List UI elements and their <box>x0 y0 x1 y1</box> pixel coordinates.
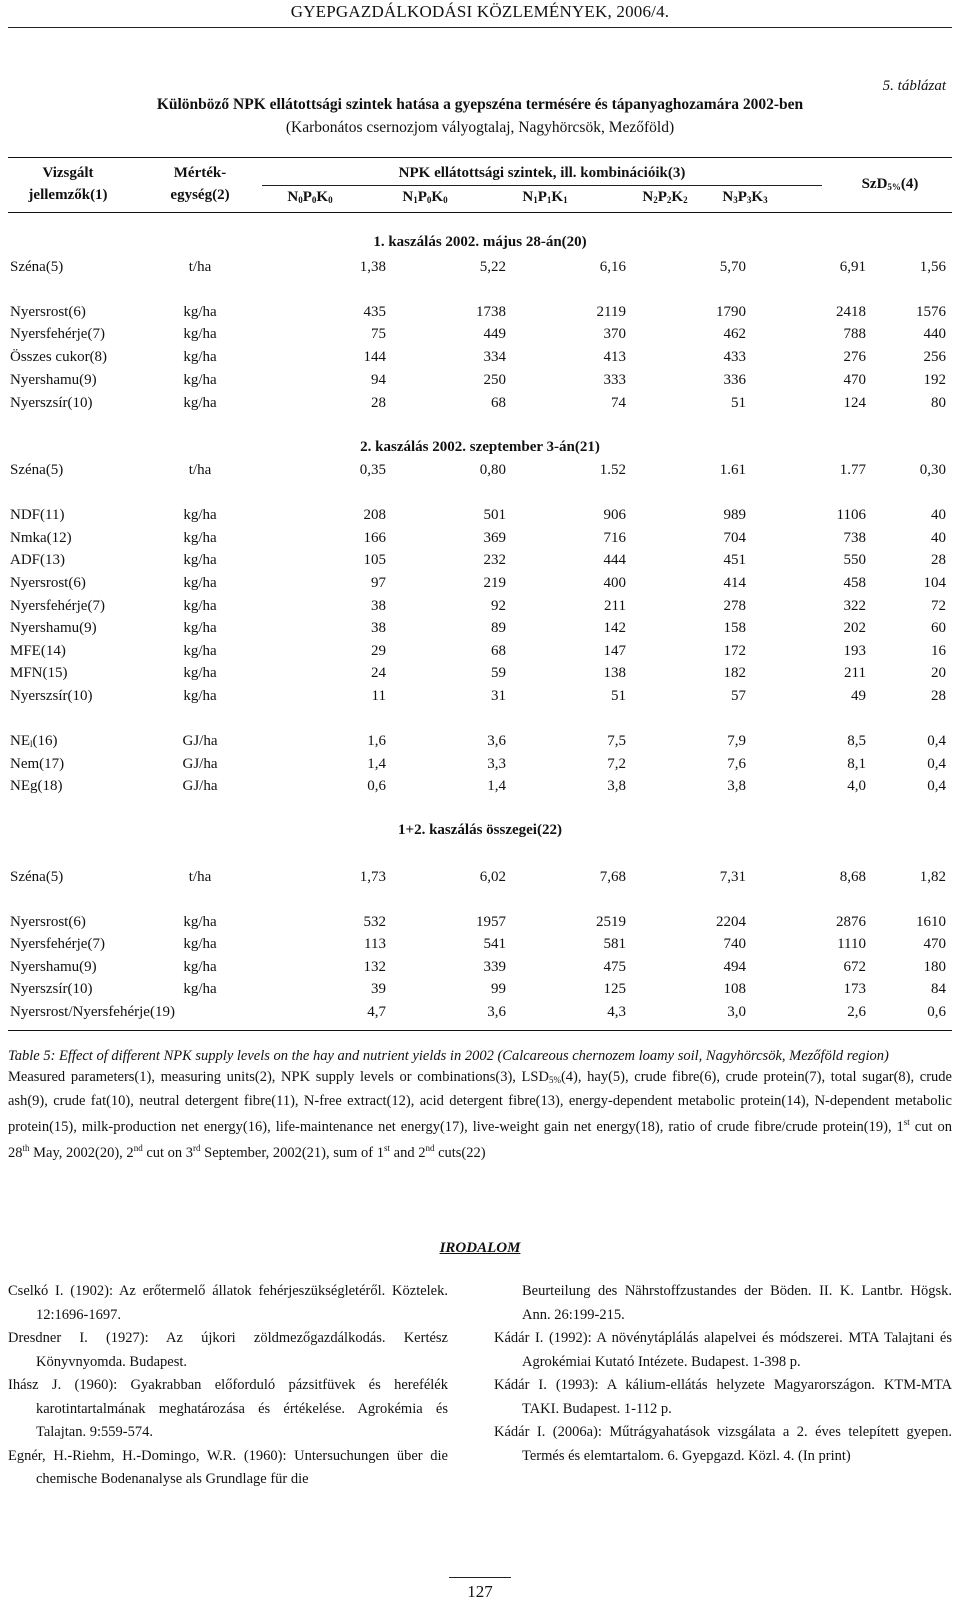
treatment-value: 278 <box>723 598 746 614</box>
treatment-value: 704 <box>723 530 746 546</box>
caption-text: cuts(22) <box>434 1145 486 1161</box>
treatment-value: 7,9 <box>727 733 746 749</box>
treatment-value: 92 <box>491 598 506 614</box>
table-row <box>0 598 960 618</box>
unit-header-line2: egység(2) <box>170 187 230 203</box>
treatment-value: 0,6 <box>367 778 386 794</box>
caption-text: and 2 <box>390 1145 426 1161</box>
szd-value: 40 <box>931 530 946 546</box>
page-number-rule <box>449 1577 511 1578</box>
treatment-value: 132 <box>363 959 386 975</box>
treatment-level-sub: 0 <box>298 195 303 205</box>
treatment-value: 173 <box>843 981 866 997</box>
treatment-value: 3,0 <box>727 1004 746 1020</box>
table-row <box>0 914 960 934</box>
szd-value: 256 <box>923 349 946 365</box>
treatment-value: 1,38 <box>359 259 386 275</box>
caption-sup: st <box>903 1117 910 1127</box>
treatment-value: 2418 <box>836 304 866 320</box>
caption-legend <box>8 1067 952 1164</box>
treatment-value: 211 <box>844 665 866 681</box>
treatment-value: 75 <box>371 326 386 342</box>
szd-prefix: SzD <box>861 176 888 192</box>
treatment-value: 1957 <box>476 914 506 930</box>
szd-value: 72 <box>931 598 946 614</box>
treatment-value: 435 <box>363 304 386 320</box>
npk-header: NPK ellátottsági szintek, ill. kombinációik(3) <box>398 165 686 181</box>
caption-text: Measured parameters(1), measuring units(2), NPK supply levels or combinations(3), LSD <box>8 1069 549 1085</box>
treatment-value: 3,3 <box>487 756 506 772</box>
szd-value: 470 <box>923 936 946 952</box>
treatment-value: 501 <box>483 507 506 523</box>
row-label-sub: l <box>30 739 33 749</box>
treatment-value: 716 <box>603 530 626 546</box>
szd-value: 80 <box>931 395 946 411</box>
treatment-value: 142 <box>603 620 626 636</box>
treatment-level-sub: 3 <box>746 195 752 205</box>
treatment-value: 89 <box>491 620 506 636</box>
table-row <box>0 959 960 979</box>
table-caption <box>8 1046 952 1164</box>
row-unit: kg/ha <box>183 349 217 365</box>
caption-text: cut on 28 <box>8 1119 952 1161</box>
treatment-value: 250 <box>483 372 506 388</box>
treatment-value: 124 <box>843 395 866 411</box>
row-unit: kg/ha <box>183 530 217 546</box>
table-title: Különböző NPK ellátottsági szintek hatása a gyepszéna termésére és tápanyaghozamára 2002-ben <box>156 96 804 113</box>
row-label: Nyershamu(9) <box>10 620 97 636</box>
treatment-value: 1.52 <box>599 462 626 478</box>
row-unit: t/ha <box>188 462 212 478</box>
row-unit: t/ha <box>188 259 212 275</box>
treatment-value: 138 <box>603 665 626 681</box>
table-row <box>0 304 960 324</box>
treatment-header: $N_0P_0K_0$ <box>287 189 333 205</box>
treatment-value: 7,5 <box>607 733 626 749</box>
row-unit: kg/ha <box>183 981 217 997</box>
treatment-value: 193 <box>843 643 866 659</box>
treatment-value: 672 <box>843 959 866 975</box>
szd-value: 84 <box>931 981 946 997</box>
treatment-value: 906 <box>603 507 626 523</box>
treatment-value: 581 <box>603 936 626 952</box>
treatment-value: 1.61 <box>719 462 746 478</box>
treatment-value: 51 <box>731 395 746 411</box>
treatment-value: 462 <box>723 326 746 342</box>
treatment-value: 1,6 <box>367 733 386 749</box>
row-label: NEg(18) <box>10 778 63 794</box>
row-unit: kg/ha <box>183 552 217 568</box>
treatment-level-sub: 2 <box>683 195 688 205</box>
table-number: 5. táblázat <box>882 78 946 94</box>
treatment-value: 49 <box>851 688 866 704</box>
row-unit: kg/ha <box>183 598 217 614</box>
treatment-value: 444 <box>603 552 626 568</box>
caption-sup: nd <box>133 1143 143 1153</box>
treatment-value: 369 <box>483 530 506 546</box>
references-heading: IRODALOM <box>439 1240 521 1256</box>
treatment-value: 232 <box>483 552 506 568</box>
row-unit: GJ/ha <box>182 778 218 794</box>
szd-value: 192 <box>923 372 946 388</box>
treatment-value: 458 <box>843 575 866 591</box>
treatment-value: 989 <box>723 507 746 523</box>
header-rule <box>8 27 952 28</box>
szd-sub: 5% <box>887 182 901 192</box>
szd-value: 0,30 <box>919 462 946 478</box>
treatment-value: 2119 <box>596 304 626 320</box>
treatment-level-sub: 1 <box>563 195 568 205</box>
szd-value: 20 <box>931 665 946 681</box>
table-top-rule <box>8 157 952 158</box>
treatment-value: 541 <box>483 936 506 952</box>
section-heading: 1+2. kaszálás összegei(22) <box>398 822 562 838</box>
table-row <box>0 981 960 1001</box>
treatment-value: 532 <box>363 914 386 930</box>
treatment-value: 31 <box>491 688 506 704</box>
treatment-value: 166 <box>363 530 386 546</box>
szd-value: 40 <box>931 507 946 523</box>
reference-item: Ihász J. (1960): Gyakrabban előforduló pázsitfüvek és herefélék karotintartalmának meghatározása és értékelése. Agrokémia és Talajtan. 9:559-574. <box>8 1377 448 1440</box>
treatment-value: 336 <box>723 372 746 388</box>
row-label: Nyerszsír(10) <box>10 688 93 704</box>
treatment-value: 494 <box>723 959 746 975</box>
treatment-value: 740 <box>723 936 746 952</box>
treatment-value: 97 <box>371 575 386 591</box>
treatment-value: 105 <box>363 552 386 568</box>
caption-sup: th <box>22 1143 30 1153</box>
treatment-value: 1106 <box>836 507 866 523</box>
row-label: Nyersfehérje(7) <box>10 936 105 952</box>
treatment-level-sub: 2 <box>653 195 658 205</box>
row-label: Széna(5) <box>10 869 64 885</box>
table-subtitle: (Karbonátos csernozjom vályogtalaj, Nagyhörcsök, Mezőföld) <box>285 119 675 136</box>
treatment-value: 208 <box>363 507 386 523</box>
row-label: Széna(5) <box>10 462 64 478</box>
treatment-value: 7,6 <box>727 756 746 772</box>
caption-text: (4), hay(5), crude fibre(6), crude protein(7), total sugar(8), crude ash(9), crude fat(10), neutral detergent fibre(11), N-free extract(12), acid detergent fibre(13), energy-dependent metabolic protein(14), N-dependent metabolic protein(15), milk-production net energy(16), life-maintenance net energy(17), live-weight gain net energy(18), ratio of crude fibre/crude protein(19), 1 <box>8 1069 952 1135</box>
row-unit: kg/ha <box>183 665 217 681</box>
szd-suffix: (4) <box>900 176 919 192</box>
table-row <box>0 756 960 776</box>
row-unit: kg/ha <box>183 372 217 388</box>
treatment-value: 4,7 <box>367 1004 386 1020</box>
treatment-level-sub: 3 <box>733 195 738 205</box>
treatment-value: 413 <box>603 349 626 365</box>
treatment-level-sub: 0 <box>443 195 448 205</box>
treatment-value: 449 <box>483 326 506 342</box>
table-row <box>0 372 960 392</box>
treatment-value: 7,2 <box>607 756 626 772</box>
row-label: Nyerszsír(10) <box>10 981 93 997</box>
treatment-value: 4,3 <box>607 1004 626 1020</box>
treatment-value: 57 <box>731 688 746 704</box>
treatment-level-sub: 3 <box>763 195 768 205</box>
section-heading: 1. kaszálás 2002. május 28-án(20) <box>373 234 587 250</box>
caption-sub: 5% <box>548 1075 561 1085</box>
treatment-value: 334 <box>483 349 506 365</box>
row-label: Nyersrost(6) <box>10 575 86 591</box>
treatment-value: 182 <box>723 665 746 681</box>
reference-item: Egnér, H.-Riehm, H.-Domingo, W.R. (1960): Untersuchungen über die chemische Bodenanalyse als Grundlage für die <box>8 1447 448 1487</box>
row-unit: kg/ha <box>183 620 217 636</box>
treatment-value: 1,4 <box>487 778 506 794</box>
treatment-value: 2204 <box>716 914 746 930</box>
treatment-value: 1738 <box>476 304 506 320</box>
row-unit: GJ/ha <box>182 733 218 749</box>
table-row <box>0 643 960 663</box>
treatment-header: $N_1P_1K_1$ <box>522 189 568 205</box>
treatment-value: 6,16 <box>599 259 626 275</box>
row-label: Nyersrost(6) <box>10 304 86 320</box>
treatment-value: 333 <box>603 372 626 388</box>
row-label: Nyersrost/Nyersfehérje(19) <box>10 1004 175 1020</box>
treatment-value: 414 <box>723 575 746 591</box>
treatment-value: 1,73 <box>359 869 386 885</box>
treatment-value: 1790 <box>716 304 746 320</box>
row-unit: kg/ha <box>183 936 217 952</box>
treatment-value: 144 <box>363 349 386 365</box>
table-row <box>0 869 960 889</box>
szd-value: 440 <box>923 326 946 342</box>
row-label: Nyersfehérje(7) <box>10 326 105 342</box>
treatment-value: 550 <box>843 552 866 568</box>
treatment-value: 211 <box>604 598 626 614</box>
row-label: MFE(14) <box>10 643 66 659</box>
row-unit: kg/ha <box>183 643 217 659</box>
treatment-value: 202 <box>843 620 866 636</box>
treatment-value: 2519 <box>596 914 626 930</box>
table-row <box>0 349 960 369</box>
treatment-header: $N_2P_2K_2$ <box>642 189 688 205</box>
treatment-value: 29 <box>371 643 386 659</box>
treatment-value: 59 <box>491 665 506 681</box>
treatment-value: 3,8 <box>727 778 746 794</box>
treatment-value: 6,02 <box>479 869 506 885</box>
treatment-value: 451 <box>723 552 746 568</box>
treatment-value: 1110 <box>837 936 866 952</box>
caption-sup: nd <box>425 1143 435 1153</box>
row-label: Nyersrost(6) <box>10 914 86 930</box>
running-header: GYEPGAZDÁLKODÁSI KÖZLEMÉNYEK, 2006/4. <box>290 2 670 21</box>
row-label: Nyershamu(9) <box>10 372 97 388</box>
caption-text: cut on 3 <box>142 1145 194 1161</box>
treatment-value: 24 <box>371 665 386 681</box>
treatment-value: 28 <box>371 395 386 411</box>
szd-value: 0,4 <box>927 756 946 772</box>
row-label: Nyersfehérje(7) <box>10 598 105 614</box>
treatment-level-sub: 2 <box>666 195 672 205</box>
treatment-value: 147 <box>603 643 626 659</box>
treatment-value: 3,6 <box>487 1004 506 1020</box>
section-heading: 2. kaszálás 2002. szeptember 3-án(21) <box>360 439 600 455</box>
table-row <box>0 259 960 279</box>
row-label: MFN(15) <box>10 665 68 681</box>
treatment-value: 276 <box>843 349 866 365</box>
treatment-value: 5,22 <box>479 259 506 275</box>
treatment-value: 94 <box>371 372 386 388</box>
treatment-value: 475 <box>603 959 626 975</box>
treatment-value: 99 <box>491 981 506 997</box>
treatment-value: 51 <box>611 688 626 704</box>
table-row <box>0 665 960 685</box>
treatment-value: 219 <box>483 575 506 591</box>
treatment-level-sub: 0 <box>426 195 432 205</box>
reference-item: Kádár I. (2006a): Műtrágyahatások vizsgálata a 2. éves telepített gyepen. Termés és elemtartalom. 6. Gyepgazd. Közl. 4. (In print) <box>494 1424 952 1464</box>
reference-item: Dresdner I. (1927): Az újkori zöldmezőgazdálkodás. Kertész Könyvnyomda. Budapest. <box>8 1330 448 1370</box>
treatment-value: 11 <box>371 688 386 704</box>
row-label: Nem(17) <box>10 756 65 772</box>
row-unit: kg/ha <box>183 575 217 591</box>
caption-english-title: Table 5: Effect of different NPK supply levels on the hay and nutrient yields in 2002 (Calcareous chernozem loamy soil, Nagyhörcsök, Mezőföld region) <box>8 1048 889 1064</box>
szd-value: 16 <box>931 643 946 659</box>
npk-header-rule <box>262 185 822 186</box>
treatment-level-sub: 1 <box>413 195 418 205</box>
row-unit: kg/ha <box>183 959 217 975</box>
reference-item: Kádár I. (1992): A növénytáplálás alapelvei és módszerei. MTA Talajtani és Agrokémiai Kutató Intézete. Budapest. 1-398 p. <box>494 1330 952 1370</box>
table-row <box>0 778 960 798</box>
szd-value: 1610 <box>916 914 946 930</box>
treatment-level-sub: 1 <box>546 195 552 205</box>
treatment-value: 8,1 <box>847 756 866 772</box>
reference-item: Kádár I. (1993): A kálium-ellátás helyzete Magyarországon. KTM-MTA TAKI. Budapest. 1-112 p. <box>494 1377 952 1417</box>
row-label: Nmka(12) <box>10 530 72 546</box>
row-unit: kg/ha <box>183 507 217 523</box>
treatment-value: 4,0 <box>847 778 866 794</box>
param-header-line2: jellemzők(1) <box>28 187 108 203</box>
row-label: NDF(11) <box>10 507 65 523</box>
treatment-value: 39 <box>371 981 386 997</box>
treatment-value: 7,68 <box>599 869 626 885</box>
table-bottom-rule <box>8 1030 952 1031</box>
caption-text: May, 2002(20), 2 <box>29 1145 134 1161</box>
szd-value: 0,6 <box>927 1004 946 1020</box>
row-label: Nyerszsír(10) <box>10 395 93 411</box>
page-number: 127 <box>467 1582 493 1601</box>
caption-sup: rd <box>193 1143 201 1153</box>
treatment-value: 38 <box>371 598 386 614</box>
param-header-line1: Vizsgált <box>42 165 94 181</box>
row-label: ADF(13) <box>10 552 65 568</box>
treatment-value: 0,35 <box>359 462 386 478</box>
header-bottom-rule <box>8 212 952 213</box>
row-label: Széna(5) <box>10 259 64 275</box>
treatment-value: 0,80 <box>479 462 506 478</box>
row-unit: kg/ha <box>183 395 217 411</box>
treatment-level-sub: 0 <box>328 195 333 205</box>
treatment-value: 6,91 <box>839 259 866 275</box>
szd-header <box>828 176 952 193</box>
table-row <box>0 552 960 572</box>
treatment-value: 7,31 <box>719 869 746 885</box>
treatment-header: $N_1P_0K_0$ <box>402 189 448 205</box>
treatment-value: 738 <box>843 530 866 546</box>
row-unit: kg/ha <box>183 304 217 320</box>
reference-item: Cselkó I. (1902): Az erőtermelő állatok fehérjeszükségletéről. Köztelek. 12:1696-1697. <box>8 1283 448 1323</box>
treatment-value: 339 <box>483 959 506 975</box>
szd-value: 104 <box>923 575 946 591</box>
treatment-value: 8,68 <box>839 869 866 885</box>
treatment-value: 3,8 <box>607 778 626 794</box>
unit-header-line1: Mérték- <box>173 165 227 181</box>
treatment-value: 172 <box>723 643 746 659</box>
treatment-value: 68 <box>491 643 506 659</box>
treatment-level-sub: 1 <box>533 195 538 205</box>
szd-value: 1,56 <box>919 259 946 275</box>
table-row <box>0 462 960 482</box>
row-unit: kg/ha <box>183 914 217 930</box>
table-row <box>0 575 960 595</box>
caption-text: September, 2002(21), sum of 1 <box>200 1145 384 1161</box>
szd-value: 0,4 <box>927 778 946 794</box>
treatment-value: 322 <box>843 598 866 614</box>
table-row <box>0 507 960 527</box>
treatment-value: 113 <box>364 936 386 952</box>
caption-sup: st <box>384 1143 391 1153</box>
row-unit: kg/ha <box>183 688 217 704</box>
treatment-value: 125 <box>603 981 626 997</box>
row-unit: GJ/ha <box>182 756 218 772</box>
treatment-value: 470 <box>843 372 866 388</box>
treatment-value: 2876 <box>836 914 866 930</box>
treatment-value: 8,5 <box>847 733 866 749</box>
reference-continuation: Beurteilung des Nährstoffzustandes der Böden. II. K. Lantbr. Högsk. Ann. 26:199-215. <box>522 1283 952 1323</box>
szd-value: 28 <box>931 552 946 568</box>
table-row <box>0 688 960 708</box>
references-right-column <box>494 1280 952 1468</box>
treatment-value: 433 <box>723 349 746 365</box>
table-row <box>0 326 960 346</box>
treatment-value: 3,6 <box>487 733 506 749</box>
szd-value: 180 <box>923 959 946 975</box>
table-row <box>0 1004 960 1024</box>
table-row <box>0 733 960 753</box>
treatment-value: 370 <box>603 326 626 342</box>
treatment-value: 2,6 <box>847 1004 866 1020</box>
szd-value: 1576 <box>916 304 946 320</box>
table-row <box>0 936 960 956</box>
references-left-column <box>8 1280 448 1492</box>
treatment-header: $N_3P_3K_3$ <box>722 189 768 205</box>
row-unit: t/ha <box>188 869 212 885</box>
treatment-value: 1,4 <box>367 756 386 772</box>
szd-value: 60 <box>931 620 946 636</box>
treatment-value: 400 <box>603 575 626 591</box>
table-row <box>0 620 960 640</box>
treatment-value: 74 <box>611 395 626 411</box>
row-label: Összes cukor(8) <box>10 349 108 365</box>
table-row <box>0 530 960 550</box>
treatment-value: 788 <box>843 326 866 342</box>
treatment-level-sub: 0 <box>311 195 317 205</box>
treatment-value: 68 <box>491 395 506 411</box>
row-label: Nyershamu(9) <box>10 959 97 975</box>
treatment-value: 1.77 <box>839 462 866 478</box>
treatment-value: 5,70 <box>719 259 746 275</box>
table-row <box>0 395 960 415</box>
row-label: $NE_l(16)$ <box>10 733 58 749</box>
row-unit: kg/ha <box>183 326 217 342</box>
treatment-value: 108 <box>723 981 746 997</box>
szd-value: 1,82 <box>919 869 946 885</box>
szd-value: 28 <box>931 688 946 704</box>
treatment-value: 158 <box>723 620 746 636</box>
treatment-value: 38 <box>371 620 386 636</box>
szd-value: 0,4 <box>927 733 946 749</box>
